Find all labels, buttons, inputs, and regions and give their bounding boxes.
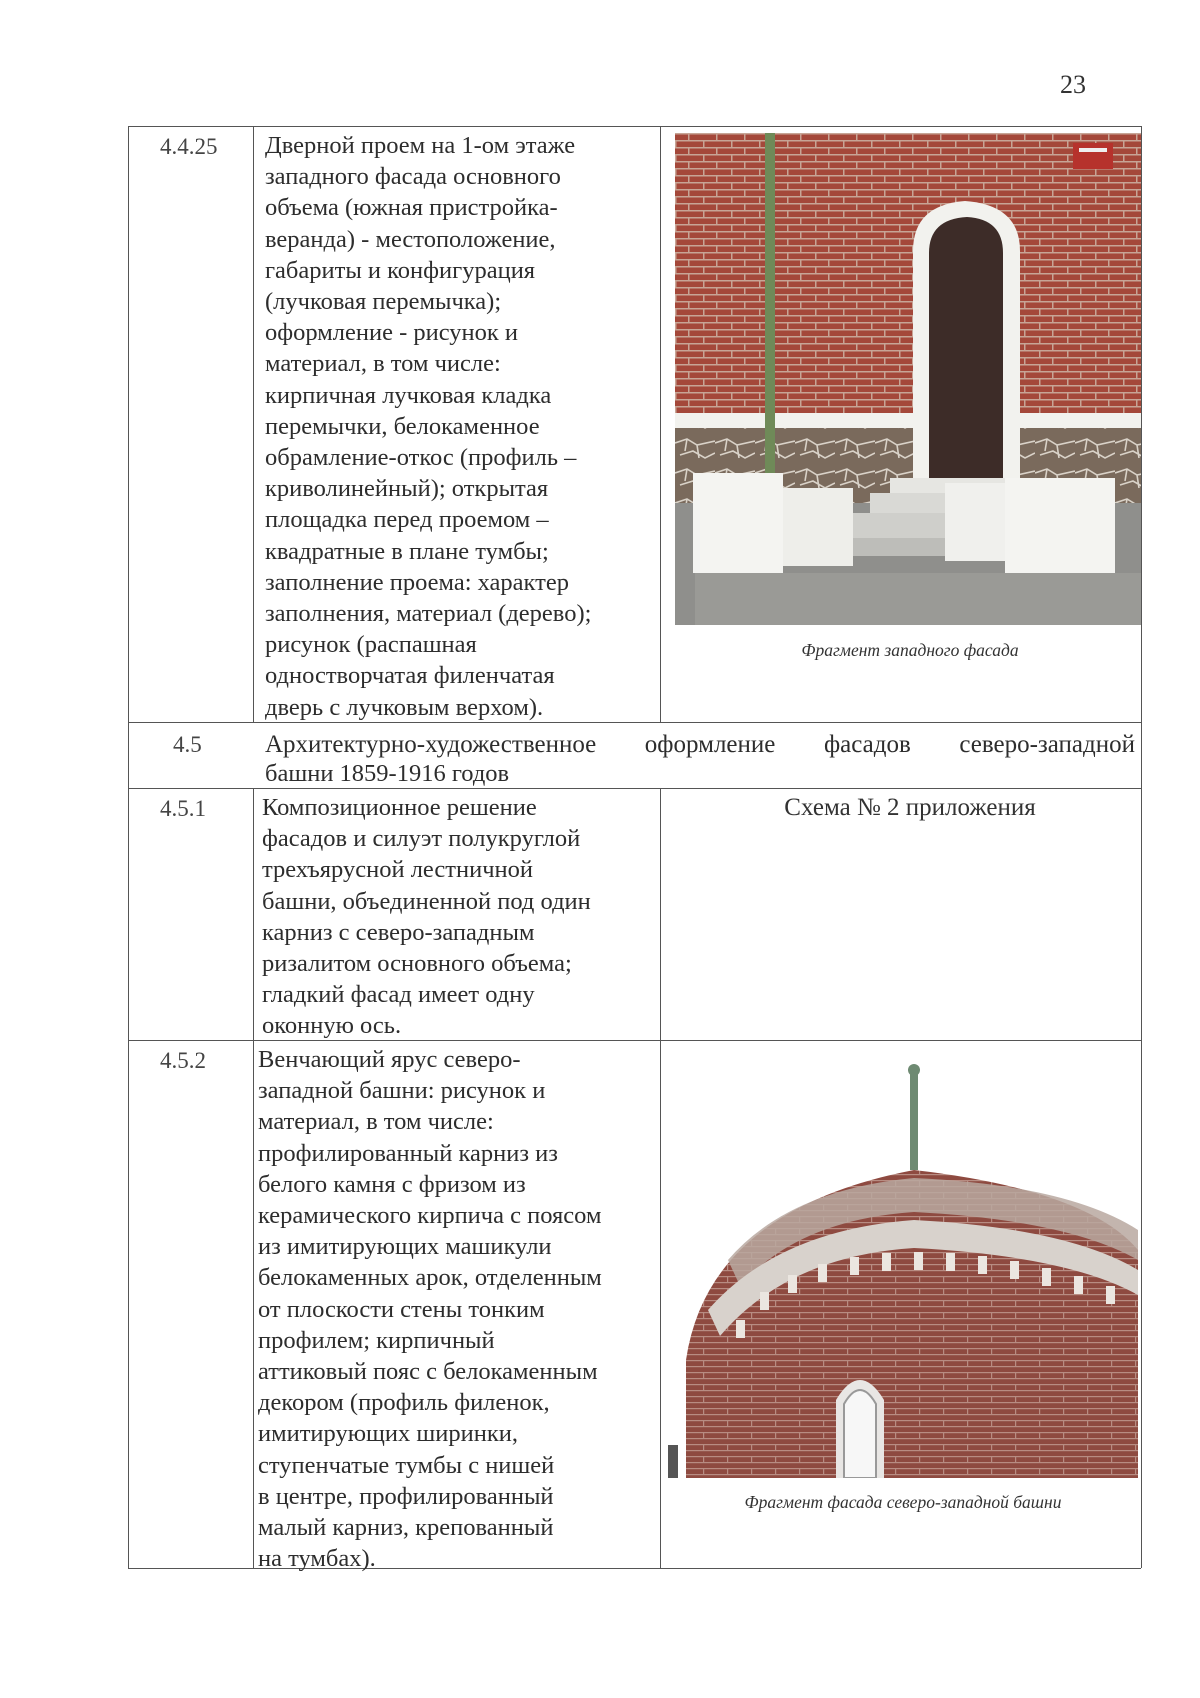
row-text-4-5: Архитектурно-художественное оформление фасадов северо-западной [265, 731, 1135, 758]
row-number-4-5-1: 4.5.1 [160, 796, 206, 821]
row-number-4-4-25: 4.4.25 [160, 134, 218, 159]
tower-photo-caption: Фрагмент фасада северо-западной башни [744, 1492, 1062, 1512]
row-number-4-5: 4.5 [173, 732, 202, 757]
row-number-4-5-2: 4.5.2 [160, 1048, 206, 1073]
row-text-4-5-2: Венчающий ярус северо- западной башни: рисунок и материал, в том числе: профилированный карниз из белого камня с фризом из керамического кирпича с поясом из имитирующих машикули белокаменных арок, отделенным от плоскости стены тонким профилем; кирпичный аттиковый пояс с белокаменным декором (профиль филенок, имитирующих ширинки, ступенчатые тумбы с нишей в центре, профилированный малый карниз, крепованный на тумбах). [258, 1046, 602, 1573]
west-facade-photo-caption: Фрагмент западного фасада [801, 640, 1019, 660]
row-text-4-4-25: Дверной проем на 1-ом этаже западного фасада основного объема (южная пристройка- веранда) - местоположение, габариты и конфигурация (лучковая перемычка); оформление - рисунок и материал, в том числе: кирпичная лучковая кладка перемычки, белокаменное обрамление-откос (профиль – криволинейный); открытая площадка перед проемом – квадратные в плане тумбы; заполнение проема: характер заполнения, материал (дерево); рисунок (распашная одностворчатая филенчатая дверь с лучковым верхом). [265, 132, 592, 721]
page-number: 23 [1060, 70, 1086, 99]
schema-reference: Схема № 2 приложения [784, 794, 1036, 821]
west-facade-door-photo [675, 133, 1141, 625]
row-text-4-5-1: Композиционное решение фасадов и силуэт полукруглой трехъярусной лестничной башни, объединенной под один карниз с северо-западным ризалитом основного объема; гладкий фасад имеет одну оконную ось. [262, 794, 591, 1040]
northwest-tower-photo [668, 1060, 1138, 1478]
row-text-4-5-line2: башни 1859-1916 годов [265, 760, 510, 787]
